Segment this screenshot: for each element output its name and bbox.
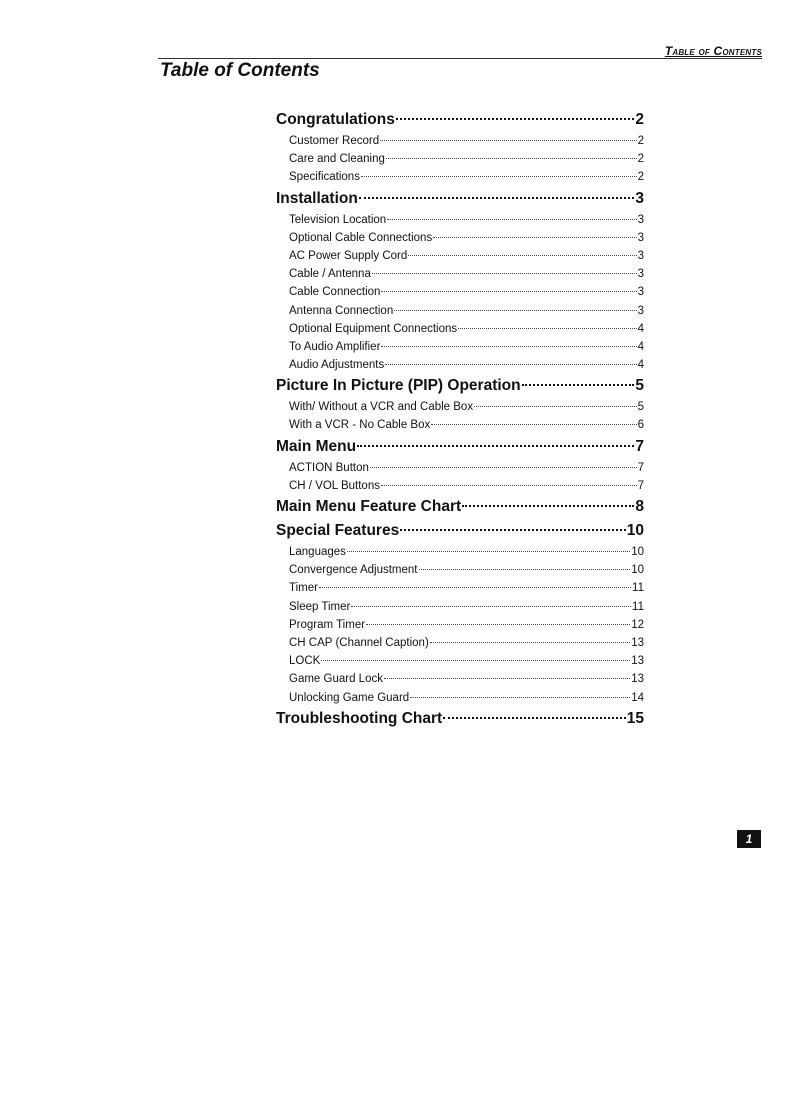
toc-entry-page: 3: [637, 249, 644, 262]
toc-entry-label: Convergence Adjustment: [289, 564, 418, 577]
toc-subsection-entry[interactable]: [276, 320, 644, 338]
toc-subsection-entry[interactable]: [276, 211, 644, 229]
toc-entry-label: Main Menu Feature Chart: [276, 498, 462, 515]
toc-entry-page: 3: [637, 286, 644, 299]
toc-entry-label: With/ Without a VCR and Cable Box: [289, 401, 474, 414]
dot-leader: [347, 551, 630, 552]
dot-leader: [431, 424, 636, 425]
dot-leader: [372, 273, 637, 274]
toc-entry-label: Television Location: [289, 213, 387, 226]
toc-entry-label: Specifications: [289, 171, 360, 184]
toc-entry-page: 10: [631, 546, 644, 558]
toc-section-entry[interactable]: [276, 108, 644, 132]
toc-entry-label: Customer Record: [289, 135, 380, 147]
dot-leader: [321, 660, 630, 661]
toc-entry-label: Program Timer: [289, 618, 366, 631]
dot-leader: [419, 569, 631, 570]
toc-entry-label: With a VCR - No Cable Box: [289, 419, 431, 432]
toc-subsection-entry[interactable]: [276, 302, 644, 320]
toc-entry-label: Optional Cable Connections: [289, 231, 433, 244]
toc-entry-page: 14: [631, 691, 644, 704]
toc-subsection-entry[interactable]: [276, 543, 644, 561]
toc-entry-label: Game Guard Lock: [289, 673, 383, 686]
dot-leader: [381, 346, 636, 347]
toc-section-entry[interactable]: [276, 187, 644, 211]
toc-subsection-entry[interactable]: [276, 265, 644, 283]
toc-entry-page: 11: [632, 600, 644, 613]
toc-subsection-entry[interactable]: [276, 416, 644, 434]
running-head: Table of Contents: [664, 44, 762, 58]
toc-subsection-entry[interactable]: [276, 579, 644, 597]
dot-leader: [410, 697, 630, 698]
toc-subsection-entry[interactable]: [276, 616, 644, 634]
dot-leader: [384, 678, 630, 679]
toc-entry-page: 2: [637, 171, 644, 184]
toc-entry-page: 10: [626, 522, 644, 539]
dot-leader: [366, 624, 630, 625]
toc-entry-page: 7: [637, 461, 644, 474]
toc-entry-label: Languages: [289, 546, 346, 558]
toc-section-entry[interactable]: [276, 495, 644, 519]
toc-entry-page: 4: [637, 322, 644, 335]
toc-subsection-entry[interactable]: [276, 150, 644, 168]
toc-entry-page: 7: [635, 437, 644, 455]
dot-leader: [462, 505, 634, 507]
toc-entry-label: Antenna Connection: [289, 304, 394, 317]
dot-leader: [430, 642, 630, 643]
toc-subsection-entry[interactable]: [276, 670, 644, 688]
toc-entry-label: To Audio Amplifier: [289, 340, 381, 353]
page-title: Table of Contents: [160, 60, 320, 81]
toc-entry-label: Cable Connection: [289, 286, 381, 299]
toc-entry-page: 3: [635, 189, 644, 207]
toc-subsection-entry[interactable]: [276, 283, 644, 301]
toc-entry-label: Installation: [276, 189, 358, 207]
toc-section-entry[interactable]: [276, 374, 644, 398]
dot-leader: [400, 529, 626, 531]
toc-entry-label: Special Features: [276, 522, 400, 539]
header-rule: [158, 58, 762, 59]
dot-leader: [351, 606, 631, 607]
toc-entry-label: Main Menu: [276, 437, 357, 455]
toc-entry-page: 13: [631, 673, 644, 686]
toc-entry-page: 11: [632, 582, 644, 595]
dot-leader: [380, 140, 636, 141]
toc-subsection-entry[interactable]: [276, 561, 644, 579]
toc-section-entry[interactable]: [276, 435, 644, 459]
dot-leader: [361, 176, 637, 177]
dot-leader: [387, 219, 636, 220]
dot-leader: [381, 485, 637, 486]
dot-leader: [370, 467, 637, 468]
toc-entry-label: LOCK: [289, 655, 321, 668]
toc-entry-label: Unlocking Game Guard: [289, 691, 410, 704]
toc-entry-label: Care and Cleaning: [289, 153, 385, 166]
toc-entry-page: 5: [635, 377, 644, 395]
toc-entry-page: 4: [637, 340, 644, 353]
toc-subsection-entry[interactable]: [276, 229, 644, 247]
dot-leader: [359, 197, 635, 199]
toc-entry-label: Picture In Picture (PIP) Operation: [276, 377, 521, 395]
toc-entry-page: 10: [631, 564, 644, 577]
toc-subsection-entry[interactable]: [276, 356, 644, 374]
dot-leader: [385, 364, 636, 365]
toc-subsection-entry[interactable]: [276, 652, 644, 670]
dot-leader: [386, 158, 637, 159]
toc-entry-page: 12: [631, 618, 644, 631]
dot-leader: [381, 291, 636, 292]
toc-subsection-entry[interactable]: [276, 477, 644, 495]
toc-subsection-entry[interactable]: [276, 689, 644, 707]
toc-subsection-entry[interactable]: [276, 338, 644, 356]
toc-entry-page: 6: [637, 419, 644, 432]
dot-leader: [394, 310, 636, 311]
dot-leader: [474, 406, 637, 407]
toc-entry-label: Timer: [289, 582, 318, 595]
toc-entry-label: AC Power Supply Cord: [289, 249, 408, 262]
dot-leader: [408, 255, 636, 256]
toc-subsection-entry[interactable]: [276, 634, 644, 652]
toc-subsection-entry[interactable]: [276, 398, 644, 416]
toc-entry-page: 3: [637, 268, 644, 281]
dot-leader: [458, 328, 636, 329]
toc-subsection-entry[interactable]: [276, 247, 644, 265]
toc-entry-page: 3: [637, 304, 644, 317]
toc-entry-label: ACTION Button: [289, 461, 369, 474]
toc-entry-page: 7: [637, 479, 644, 492]
dot-leader: [357, 445, 634, 447]
toc-entry-page: 3: [637, 213, 644, 226]
toc-section-entry[interactable]: [276, 519, 644, 543]
toc-entry-label: Optional Equipment Connections: [289, 322, 458, 335]
toc-subsection-entry[interactable]: [276, 132, 644, 150]
toc-entry-page: 3: [637, 231, 644, 244]
toc-entry-label: Sleep Timer: [289, 600, 351, 613]
toc-entry-page: 2: [637, 135, 644, 147]
toc-entry-page: 2: [637, 153, 644, 166]
toc-entry-label: CH CAP (Channel Caption): [289, 636, 429, 649]
dot-leader: [522, 384, 635, 386]
toc-entry-page: 4: [637, 359, 644, 372]
toc-entry-page: 15: [626, 709, 644, 727]
toc-section-entry[interactable]: [276, 707, 644, 731]
toc-entry-label: Cable / Antenna: [289, 268, 371, 281]
toc-entry-label: Audio Adjustments: [289, 359, 385, 372]
dot-leader: [319, 587, 631, 588]
toc-entry-page: 13: [631, 636, 644, 649]
toc-entry-label: CH / VOL Buttons: [289, 479, 380, 492]
toc-subsection-entry[interactable]: [276, 459, 644, 477]
toc-entry-page: 13: [631, 655, 644, 668]
page-number-badge: 1: [737, 830, 761, 848]
toc-entry-page: 2: [635, 111, 644, 128]
dot-leader: [396, 118, 635, 120]
dot-leader: [443, 717, 626, 719]
table-of-contents: [276, 108, 644, 731]
dot-leader: [433, 237, 636, 238]
toc-entry-label: Congratulations: [276, 111, 395, 128]
toc-entry-page: 5: [637, 401, 644, 414]
toc-entry-label: Troubleshooting Chart: [276, 709, 443, 727]
toc-subsection-entry[interactable]: [276, 598, 644, 616]
toc-subsection-entry[interactable]: [276, 168, 644, 186]
toc-entry-page: 8: [635, 498, 644, 515]
